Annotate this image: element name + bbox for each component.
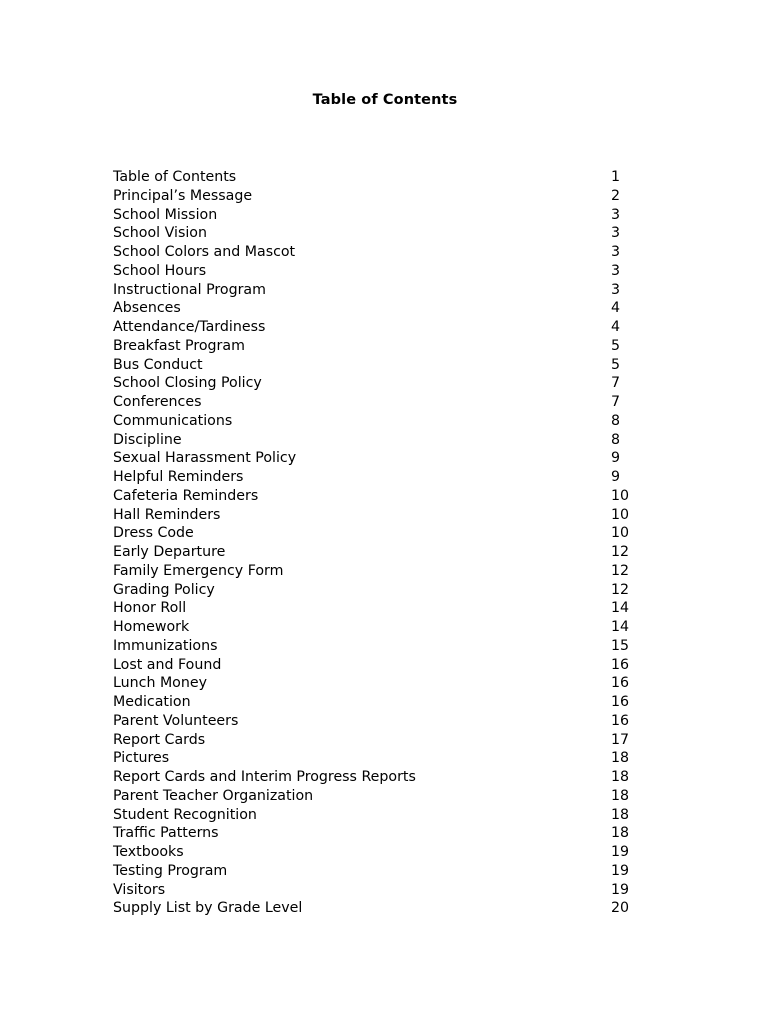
toc-entry-page-number: 18 <box>611 787 630 804</box>
toc-entry-page-number: 2 <box>611 187 621 204</box>
toc-entry-label: Communications <box>113 412 233 429</box>
toc-entry-label: Medication <box>113 694 191 710</box>
toc-entry-page-number: 18 <box>611 825 630 842</box>
toc-entry-page-number: 3 <box>611 244 621 260</box>
toc-entry-page-number: 12 <box>611 562 630 579</box>
toc-entry-page-number: 16 <box>611 675 630 692</box>
toc-entry-page-number: 16 <box>611 712 630 729</box>
toc-entry-label: Instructional Program <box>113 281 266 298</box>
toc-entry-page-number: 19 <box>611 862 630 879</box>
toc-entry-label: Bus Conduct <box>113 356 203 373</box>
toc-entry <box>113 899 653 918</box>
toc-entry <box>113 881 653 900</box>
toc-entry-label: Helpful Reminders <box>113 469 244 485</box>
toc-entry-label: Breakfast Program <box>113 337 245 354</box>
toc-entry-page-number: 3 <box>611 262 621 279</box>
toc-entry <box>113 562 653 581</box>
toc-entry <box>113 656 653 675</box>
toc-entry-page-number: 19 <box>611 844 630 860</box>
toc-entry <box>113 524 653 543</box>
toc-entry-label: Discipline <box>113 431 182 448</box>
toc-entry-label: Lunch Money <box>113 675 207 692</box>
toc-entry <box>113 356 653 375</box>
toc-entry <box>113 412 653 431</box>
toc-entry-label: Family Emergency Form <box>113 562 284 579</box>
toc-entry <box>113 843 653 862</box>
toc-entry-label: Report Cards <box>113 731 206 748</box>
toc-entry-label: Visitors <box>113 881 166 898</box>
toc-entry-page-number: 18 <box>611 806 630 823</box>
toc-entry-label: Homework <box>113 619 190 635</box>
toc-entry-page-number: 4 <box>611 300 621 317</box>
toc-entry-page-number: 9 <box>611 469 621 485</box>
toc-entry-page-number: 16 <box>611 694 630 710</box>
toc-entry <box>113 506 653 525</box>
toc-entry-page-number: 8 <box>611 412 621 429</box>
toc-entry <box>113 731 653 750</box>
toc-entry <box>113 468 653 487</box>
toc-entry-label: School Closing Policy <box>113 375 262 392</box>
toc-entry-label: Conferences <box>113 394 202 410</box>
toc-entry-page-number: 10 <box>611 506 630 523</box>
toc-entry-label: School Hours <box>113 262 207 279</box>
toc-entry <box>113 581 653 600</box>
toc-entry-page-number: 5 <box>611 337 621 354</box>
toc-entry <box>113 824 653 843</box>
toc-entry-page-number: 3 <box>611 281 621 298</box>
toc-entry-page-number: 10 <box>611 525 630 542</box>
toc-entry-page-number: 18 <box>611 769 630 785</box>
toc-entry-page-number: 12 <box>611 581 630 598</box>
toc-entry-page-number: 10 <box>611 487 630 504</box>
toc-entry-page-number: 14 <box>611 600 630 617</box>
toc-entry <box>113 299 653 318</box>
toc-entry-page-number: 4 <box>611 319 621 335</box>
toc-entry <box>113 374 653 393</box>
toc-entry-page-number: 12 <box>611 544 630 560</box>
toc-entry-page-number: 18 <box>611 750 630 767</box>
toc-entry <box>113 618 653 637</box>
toc-entry-label: School Vision <box>113 225 207 242</box>
toc-entry-label: Lost and Found <box>113 656 222 673</box>
toc-entry-page-number: 20 <box>611 900 630 917</box>
toc-entry-label: Immunizations <box>113 637 218 654</box>
toc-entry-label: Textbooks <box>113 844 184 860</box>
table-of-contents-list <box>113 168 653 918</box>
toc-entry <box>113 599 653 618</box>
toc-entry <box>113 674 653 693</box>
toc-entry <box>113 637 653 656</box>
toc-entry <box>113 206 653 225</box>
toc-entry <box>113 318 653 337</box>
toc-entry-label: Cafeteria Reminders <box>113 487 259 504</box>
toc-entry <box>113 168 653 187</box>
toc-entry-page-number: 8 <box>611 431 621 448</box>
toc-entry-label: Attendance/Tardiness <box>113 319 266 335</box>
toc-entry-label: Grading Policy <box>113 581 215 598</box>
toc-entry-page-number: 19 <box>611 881 630 898</box>
toc-entry-page-number: 15 <box>611 637 630 654</box>
toc-entry <box>113 187 653 206</box>
toc-entry-page-number: 7 <box>611 375 621 392</box>
toc-entry <box>113 806 653 825</box>
toc-entry <box>113 787 653 806</box>
toc-entry-label: Honor Roll <box>113 600 187 617</box>
toc-entry <box>113 337 653 356</box>
toc-entry-label: Hall Reminders <box>113 506 221 523</box>
toc-entry <box>113 712 653 731</box>
toc-entry <box>113 543 653 562</box>
toc-entry-label: School Mission <box>113 206 218 223</box>
toc-entry <box>113 768 653 787</box>
toc-entry-page-number: 3 <box>611 206 621 223</box>
toc-entry-page-number: 17 <box>611 731 630 748</box>
toc-entry-label: Absences <box>113 300 181 317</box>
toc-entry <box>113 431 653 450</box>
toc-entry-page-number: 14 <box>611 619 630 635</box>
toc-entry <box>113 224 653 243</box>
toc-entry-label: Table of Contents <box>113 169 237 185</box>
toc-entry <box>113 262 653 281</box>
toc-entry-label: Parent Teacher Organization <box>113 787 314 804</box>
toc-entry-page-number: 9 <box>611 450 621 467</box>
toc-entry <box>113 281 653 300</box>
toc-entry-label: Principal’s Message <box>113 187 253 204</box>
toc-entry-label: Dress Code <box>113 525 194 542</box>
toc-entry-label: Testing Program <box>113 862 228 879</box>
toc-entry-label: Sexual Harassment Policy <box>113 450 297 467</box>
toc-entry <box>113 243 653 262</box>
toc-entry <box>113 693 653 712</box>
toc-entry <box>113 862 653 881</box>
toc-entry-page-number: 7 <box>611 394 621 410</box>
toc-entry-label: Parent Volunteers <box>113 712 239 729</box>
toc-entry-page-number: 16 <box>611 656 630 673</box>
toc-entry-page-number: 3 <box>611 225 621 242</box>
toc-entry <box>113 393 653 412</box>
toc-entry-page-number: 1 <box>611 169 621 185</box>
toc-entry <box>113 487 653 506</box>
toc-entry-label: Pictures <box>113 750 170 767</box>
page-title: Table of Contents <box>312 92 458 108</box>
toc-entry-label: Early Departure <box>113 544 226 560</box>
toc-entry-label: Report Cards and Interim Progress Reports <box>113 769 416 785</box>
toc-entry-label: Supply List by Grade Level <box>113 900 303 917</box>
toc-entry <box>113 749 653 768</box>
toc-entry-label: Student Recognition <box>113 806 257 823</box>
toc-entry-page-number: 5 <box>611 356 621 373</box>
toc-entry-label: School Colors and Mascot <box>113 244 296 260</box>
toc-entry <box>113 449 653 468</box>
toc-entry-label: Traffic Patterns <box>113 825 219 842</box>
